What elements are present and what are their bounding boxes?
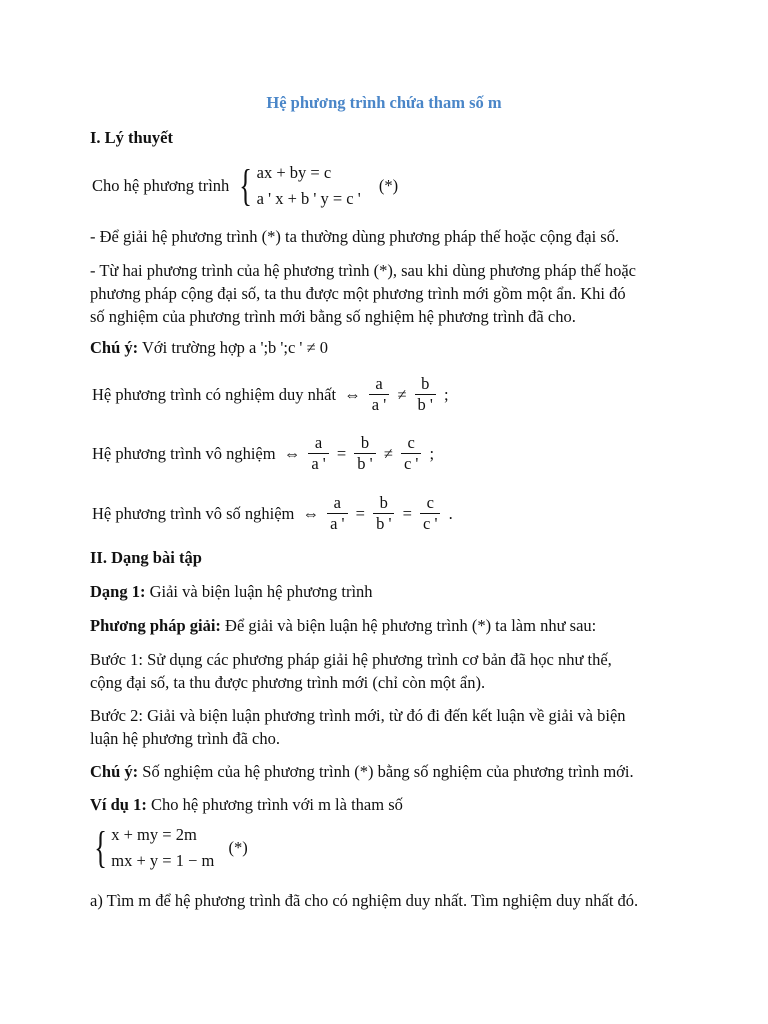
step-1-line-1: Bước 1: Sử dụng các phương pháp giải hệ phương trình cơ bản đã học như thế, bbox=[90, 650, 612, 669]
eq-symbol: = bbox=[402, 503, 412, 523]
case-unique-text: Hệ phương trình có nghiệm duy nhất bbox=[92, 384, 337, 404]
fraction-a-over-a-prime bbox=[308, 433, 328, 474]
solving-method bbox=[90, 614, 596, 638]
denominator: b ' bbox=[417, 395, 433, 414]
numerator: b bbox=[354, 433, 375, 454]
eq-symbol: = bbox=[355, 503, 365, 523]
example-1-label: Ví dụ 1: bbox=[90, 795, 147, 814]
system-definition bbox=[90, 160, 400, 212]
fraction-b-over-b-prime bbox=[373, 493, 394, 534]
type-1 bbox=[90, 580, 373, 604]
system-intro-text: Cho hệ phương trình bbox=[92, 176, 230, 195]
numerator: a bbox=[369, 374, 389, 395]
note-2-text: Số nghiệm của hệ phương trình (*) bằng số nghiệm của phương trình mới. bbox=[142, 762, 634, 781]
left-brace-icon: { bbox=[239, 161, 253, 210]
neq-symbol: ≠ bbox=[383, 443, 393, 463]
iff-symbol: ⇔ bbox=[283, 443, 301, 463]
note-2-label: Chú ý: bbox=[90, 762, 139, 781]
system-equations bbox=[257, 160, 361, 212]
example-1-equation-2: mx + y = 1 − m bbox=[111, 851, 215, 870]
eq-symbol: = bbox=[336, 443, 347, 463]
example-1-text: Cho hệ phương trình với m là tham số bbox=[150, 795, 403, 814]
question-a: a) Tìm m để hệ phương trình đã cho có nghiệm duy nhất. Tìm nghiệm duy nhất đó. bbox=[90, 891, 639, 910]
denominator: a ' bbox=[330, 514, 345, 533]
note-math: a ';b ';c ' ≠ 0 bbox=[249, 338, 328, 357]
section-heading-theory: I. Lý thuyết bbox=[90, 128, 173, 147]
example-1-tag: (*) bbox=[228, 838, 248, 857]
numerator: a bbox=[308, 433, 328, 454]
fraction-c-over-c-prime bbox=[420, 493, 440, 534]
example-1-equations bbox=[111, 822, 214, 874]
step-2-line-2: luận hệ phương trình đã cho. bbox=[90, 729, 280, 748]
left-brace-icon: { bbox=[94, 823, 107, 872]
note-condition bbox=[90, 336, 328, 360]
example-1-equation-1: x + my = 2m bbox=[111, 825, 197, 844]
neq-symbol: ≠ bbox=[397, 384, 407, 404]
note-text: Với trường hợp bbox=[141, 338, 245, 357]
denominator: a ' bbox=[371, 395, 387, 414]
step-1-line-2: cộng đại số, ta thu được phương trình mới (chỉ còn một ẩn). bbox=[90, 673, 486, 692]
semicolon: ; bbox=[444, 384, 449, 404]
case-infinite-text: Hệ phương trình vô số nghiệm bbox=[92, 503, 295, 523]
fraction-b-over-b-prime bbox=[354, 433, 375, 474]
solving-method-text: Để giải và biện luận hệ phương trình (*) ta làm như sau: bbox=[225, 616, 597, 635]
document-title: Hệ phương trình chứa tham số m bbox=[266, 93, 502, 112]
numerator: b bbox=[373, 493, 394, 514]
type-1-label: Dạng 1: bbox=[90, 582, 146, 601]
case-none-text: Hệ phương trình vô nghiệm bbox=[92, 443, 276, 463]
fraction-a-over-a-prime bbox=[369, 374, 389, 415]
system-equation-2: a ' x + b ' y = c ' bbox=[256, 189, 361, 208]
numerator: c bbox=[401, 433, 421, 454]
system-equation-1: ax + by = c bbox=[256, 163, 332, 182]
case-no-solution bbox=[90, 433, 436, 474]
denominator: b ' bbox=[357, 454, 373, 473]
solving-method-label: Phương pháp giải: bbox=[90, 616, 221, 635]
denominator: c ' bbox=[423, 514, 438, 533]
paragraph-derivation-line-2: phương pháp cộng đại số, ta thu được một phương trình mới gồm một ẩn. Khi đó bbox=[90, 284, 626, 303]
numerator: c bbox=[420, 493, 440, 514]
example-1-system bbox=[90, 822, 250, 874]
note-label: Chú ý: bbox=[90, 338, 139, 357]
denominator: a ' bbox=[311, 454, 326, 473]
case-unique-solution bbox=[90, 374, 451, 415]
step-2-line-1: Bước 2: Giải và biện luận phương trình mới, từ đó đi đến kết luận về giải và biện bbox=[90, 706, 626, 725]
denominator: b ' bbox=[376, 514, 392, 533]
fraction-c-over-c-prime bbox=[401, 433, 421, 474]
fraction-b-over-b-prime bbox=[415, 374, 436, 415]
iff-symbol: ⇔ bbox=[344, 384, 361, 404]
paragraph-method: - Để giải hệ phương trình (*) ta thường dùng phương pháp thế hoặc cộng đại số. bbox=[90, 227, 620, 246]
paragraph-derivation-line-3: số nghiệm của phương trình mới bằng số nghiệm hệ phương trình đã cho. bbox=[90, 307, 576, 326]
note-solutions bbox=[90, 760, 634, 784]
denominator: c ' bbox=[403, 454, 419, 473]
numerator: a bbox=[327, 493, 347, 514]
type-1-text: Giải và biện luận hệ phương trình bbox=[149, 582, 373, 601]
case-infinite-solutions bbox=[90, 493, 455, 534]
fraction-a-over-a-prime bbox=[327, 493, 347, 534]
semicolon: ; bbox=[429, 443, 435, 463]
paragraph-derivation-line-1: - Từ hai phương trình của hệ phương trình (*), sau khi dùng phương pháp thế hoặc bbox=[90, 261, 636, 280]
iff-symbol: ⇔ bbox=[302, 503, 319, 523]
system-tag: (*) bbox=[378, 176, 399, 195]
period: . bbox=[448, 503, 453, 523]
section-heading-exercises: II. Dạng bài tập bbox=[90, 548, 202, 567]
numerator: b bbox=[415, 374, 436, 395]
example-1 bbox=[90, 793, 403, 817]
